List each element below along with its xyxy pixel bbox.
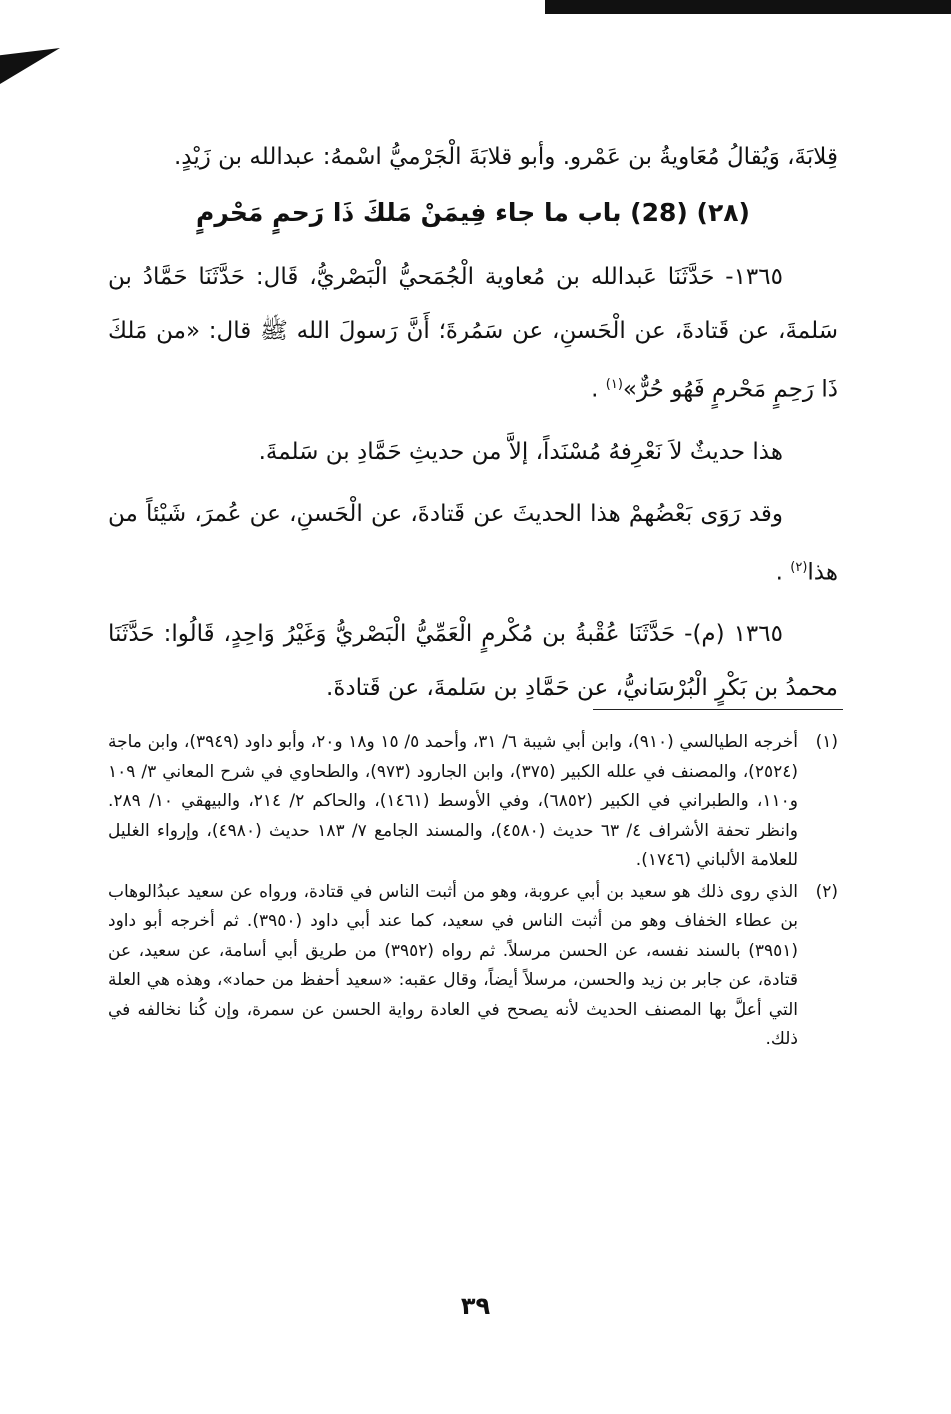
main-text-block xyxy=(108,130,838,723)
footnote-ref-1: (١) xyxy=(605,377,623,392)
footnote-1 xyxy=(108,728,838,876)
page-corner-mark xyxy=(0,48,60,84)
footnote-number: (١) xyxy=(815,732,838,752)
footnote-2 xyxy=(108,878,838,1055)
footnote-text: أخرجه الطيالسي (٩١٠)، وابن أبي شيبة ٦/ ٣١، وأحمد ٥/ ١٥ و١٨ و٢٠، وأبو داود (٣٩٤٩)، وابن ماجة (٢٥٢٤)، والمصنف في علله الكبير (٣٧٥)، وابن الجارود (٩٧٣)، والطحاوي في شرح المعاني ٣/ ١٠٩ و١١٠، والطبراني في الكبير (٦٨٥٢)، وفي الأوسط (١٤٦١)، والحاكم ٢/ ٢١٤، والبيهقي ١٠/ ٢٨٩. وانظر تحفة الأشراف ٤/ ٦٣ حديث (٤٥٨٠)، والمسند الجامع ٧/ ١٨٣ حديث (٤٩٨٠)، وإرواء الغليل للعلامة الألباني (١٧٤٦). xyxy=(108,732,799,870)
commentary-paragraph: هذا حديثٌ لاَ نَعْرِفهُ مُسْنَداً، إلاَّ من حديثِ حَمَّادِ بن سَلمةَ. xyxy=(258,438,783,465)
chapter-heading: (٢٨) (28) باب ما جاء فِيمَنْ مَلكَ ذَا رَحمٍ مَحْرمٍ xyxy=(196,198,750,227)
narration-note-end: . xyxy=(775,559,791,586)
hadith-1365-text: ١٣٦٥- حَدَّثَنَا عَبدالله بن مُعاوية الْجُمَحيُّ الْبَصْريُّ، قَال: حَدَّثَنَا حَمَّادُ بن سَلمةَ، عن قَتادةَ، عن الْحَسنِ، عن سَمُرةَ؛ أَنَّ رَسولَ الله ﷺ قال: «من مَلكَ ذَا رَحِمٍ مَحْرمٍ فَهُو حُرٌّ» xyxy=(108,264,838,403)
narration-note-paragraph xyxy=(108,487,838,600)
footnote-number: (٢) xyxy=(815,881,838,902)
top-edge-bar xyxy=(545,0,951,14)
opening-line: قِلابَةَ، وَيُقالُ مُعَاويةُ بن عَمْرو. وأبو قلابَةَ الْجَرْميُّ اسْمهُ: عبدالله بن زَيْدٍ. xyxy=(173,144,838,170)
hadith-1365 xyxy=(108,250,838,417)
hadith-1365-m: ١٣٦٥ (م)- حَدَّثَنَا عُقْبةُ بن مُكْرمٍ الْعَمِّيُّ الْبَصْريُّ وَغَيْرُ وَاحِدٍ، قَالُوا: حَدَّثَنَا محمدُ بن بَكْرٍ الْبُرْسَانيُّ، عن حَمَّادِ بن سَلمةَ، عن قَتادةَ. xyxy=(108,621,838,702)
narration-note-text: وقد رَوَى بَعْضُهمْ هذا الحديثَ عن قَتادةَ، عن الْحَسنِ، عن عُمرَ، شَيْئاً من هذا xyxy=(108,500,838,586)
hadith-1365-end: . xyxy=(591,376,606,403)
page-number: ٣٩ xyxy=(460,1292,491,1320)
footnote-ref-2: (٢) xyxy=(790,559,808,575)
footnote-divider xyxy=(593,709,843,710)
footnote-text: الذي روى ذلك هو سعيد بن أبي عروبة، وهو من أثبت الناس في قتادة، ورواه عن سعيد عبدُالوهاب بن عطاء الخفاف وهو من أثبت الناس في سعيد، كما عند أبي داود (٣٩٥٠). ثم أخرجه أبو داود (٣٩٥١) بالسند نفسه، عن الحسن مرسلاً. ثم رواه (٣٩٥٢) من طريق أبي أسامة، عن سعيد، عن قتادة، عن جابر بن زيد والحسن، مرسلاً أيضاً، وقال عقبه: «سعيد أحفظ من حماد»، وهذه هي العلة التي أعلَّ بها المصنف الحديث لأنه يصحح في العادة رواية الحسن عن سمرة، وإن كُنا نخالفه في ذلك. xyxy=(108,881,798,1049)
footnotes-section xyxy=(108,728,838,1057)
